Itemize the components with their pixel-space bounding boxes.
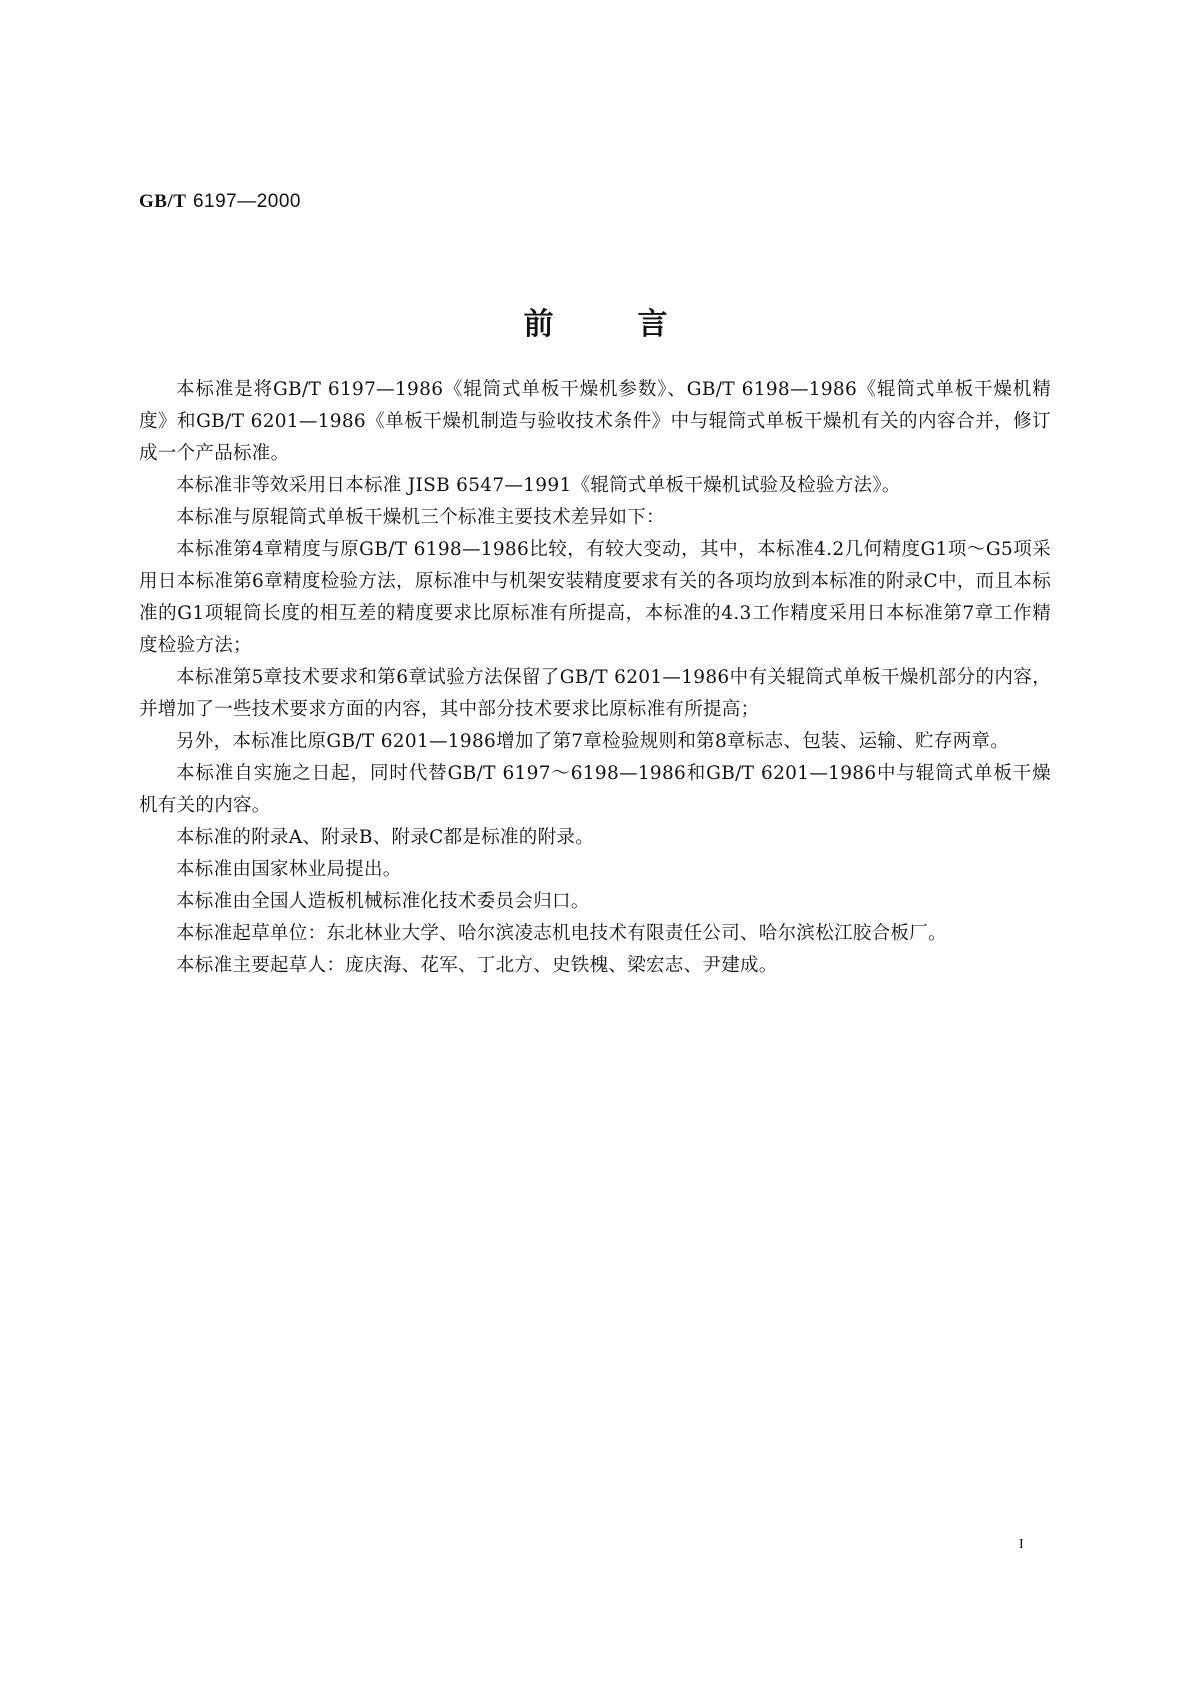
paragraph: 本标准与原辊筒式单板干燥机三个标准主要技术差异如下：: [176, 507, 665, 528]
standard-prefix: GB/T: [139, 191, 187, 212]
paragraph: 本标准第5章技术要求和第6章试验方法保留了GB/T 6201—1986中有关辊筒式单板干燥机部分的内容，并增加了一些技术要求方面的内容，其中部分技术要求比原标准有所提高；: [139, 667, 1051, 720]
paragraph: 本标准的附录A、附录B、附录C都是标准的附录。: [176, 827, 595, 848]
paragraph: 本标准由国家林业局提出。: [176, 859, 402, 880]
paragraph: 本标准是将GB/T 6197—1986《辊筒式单板干燥机参数》、GB/T 6198—1986《辊筒式单板干燥机精度》和GB/T 6201—1986《单板干燥机制造与验收技术条件》中与辊筒式单板干燥机有关的内容合并，修订成一个产品标准。: [139, 379, 1051, 464]
foreword-title: 前言: [523, 307, 752, 342]
paragraph: 本标准非等效采用日本标准 JISB 6547—1991《辊筒式单板干燥机试验及检验方法》。: [176, 475, 901, 496]
standard-code-header: [139, 189, 301, 214]
paragraph: 本标准自实施之日起，同时代替GB/T 6197～6198—1986和GB/T 6201—1986中与辊筒式单板干燥机有关的内容。: [139, 763, 1051, 816]
paragraph: 另外，本标准比原GB/T 6201—1986增加了第7章检验规则和第8章标志、包装、运输、贮存两章。: [176, 731, 1010, 752]
page-number: I: [1019, 1537, 1024, 1552]
standard-number: 6197—2000: [192, 191, 301, 212]
paragraph: 本标准起草单位：东北林业大学、哈尔滨凌志机电技术有限责任公司、哈尔滨松江胶合板厂。: [176, 923, 947, 944]
foreword-body: [139, 374, 1051, 982]
paragraph: 本标准第4章精度与原GB/T 6198—1986比较，有较大变动，其中，本标准4.2几何精度G1项～G5项采用日本标准第6章精度检验方法，原标准中与机架安装精度要求有关的各项均放到本标准的附录C中，而且本标准的G1项辊筒长度的相互差的精度要求比原标准有所提高，本标准的4.3工作精度采用日本标准第7章工作精度检验方法；: [139, 539, 1051, 656]
paragraph: 本标准主要起草人：庞庆海、花军、丁北方、史铁槐、梁宏志、尹建成。: [176, 955, 778, 976]
paragraph: 本标准由全国人造板机械标准化技术委员会归口。: [176, 891, 590, 912]
